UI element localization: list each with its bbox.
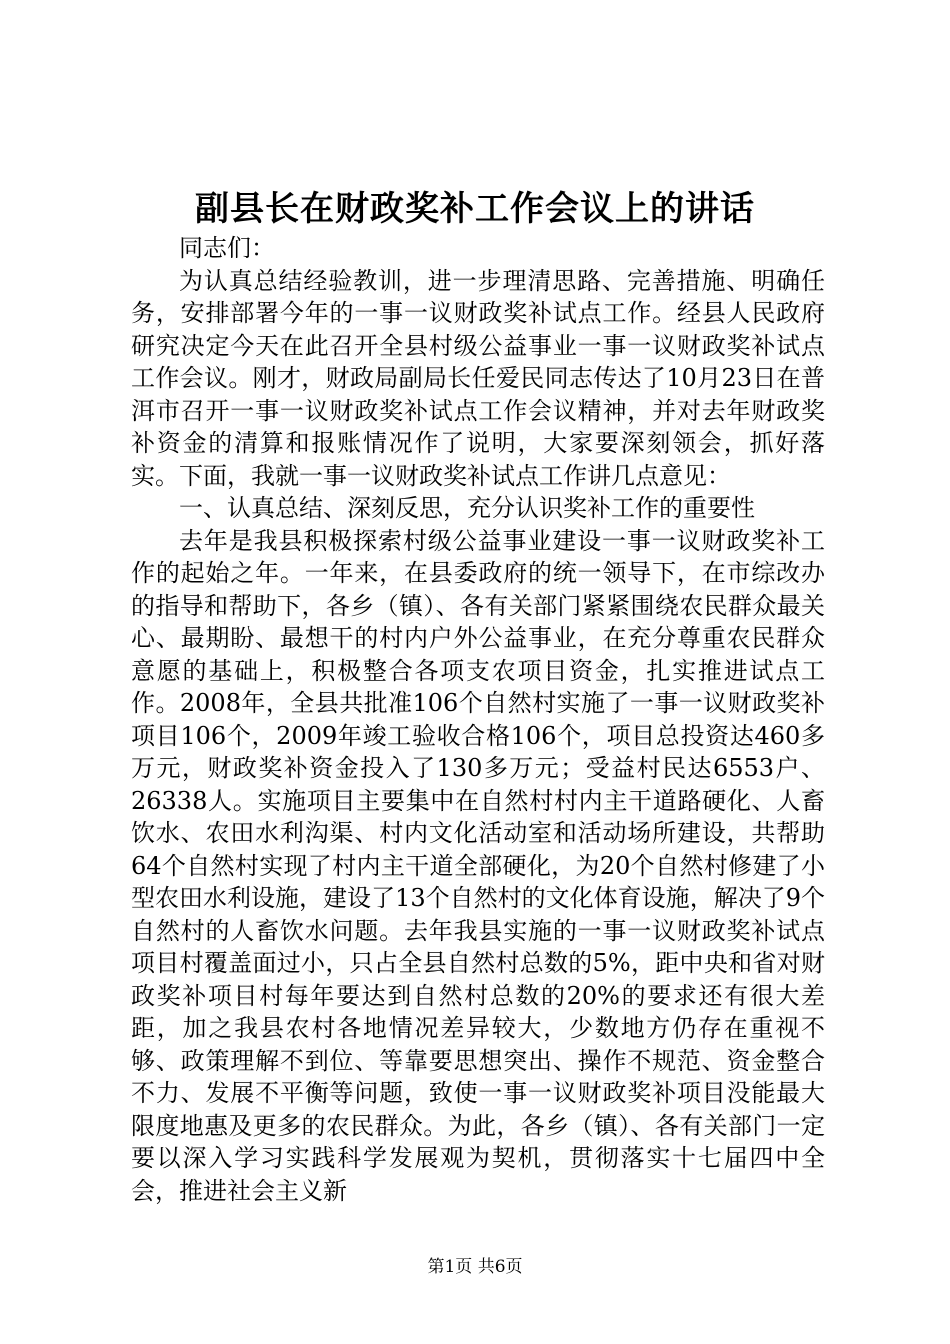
- document-body: [131, 232, 825, 1207]
- section-heading-1: 一、认真总结、深刻反思，充分认识奖补工作的重要性: [179, 494, 755, 522]
- page-footer: 第1页 共6页: [427, 1257, 523, 1277]
- document-title: 副县长在财政奖补工作会议上的讲话: [195, 189, 755, 229]
- intro-paragraph: 为认真总结经验教训，进一步理清思路、完善措施、明确任务，安排部署今年的一事一议财政奖补试点工作。经县人民政府研究决定今天在此召开全县村级公益事业一事一议财政奖补试点工作会议。刚才，财政局副局长任爱民同志传达了10月23日在普洱市召开一事一议财政奖补试点工作会议精神，并对去年财政奖补资金的清算和报账情况作了说明，大家要深刻领会，抓好落实。下面，我就一事一议财政奖补试点工作讲几点意见：: [131, 266, 825, 490]
- body-paragraph: 去年是我县积极探索村级公益事业建设一事一议财政奖补工作的起始之年。一年来，在县委政府的统一领导下，在市综改办的指导和帮助下，各乡（镇）、各有关部门紧紧围绕农民群众最关心、最期盼、最想干的村内户外公益事业，在充分尊重农民群众意愿的基础上，积极整合各项支农项目资金，扎实推进试点工作。2008年，全县共批准106个自然村实施了一事一议财政奖补项目106个，2009年竣工验收合格106个，项目总投资达460多万元，财政奖补资金投入了130多万元；受益村民达6553户、26338人。实施项目主要集中在自然村村内主干道路硬化、人畜饮水、农田水利沟渠、村内文化活动室和活动场所建设，共帮助64个自然村实现了村内主干道全部硬化，为20个自然村修建了小型农田水利设施，建设了13个自然村的文化体育设施，解决了9个自然村的人畜饮水问题。去年我县实施的一事一议财政奖补试点项目村覆盖面过小，只占全县自然村总数的5%，距中央和省对财政奖补项目村每年要达到自然村总数的20%的要求还有很大差距，加之我县农村各地情况差异较大，少数地方仍存在重视不够、政策理解不到位、等靠要思想突出、操作不规范、资金整合不力、发展不平衡等问题，致使一事一议财政奖补项目没能最大限度地惠及更多的农民群众。为此，各乡（镇）、各有关部门一定要以深入学习实践科学发展观为契机，贯彻落实十七届四中全会，推进社会主义新: [131, 526, 825, 1205]
- salutation-paragraph: 同志们：: [179, 234, 275, 262]
